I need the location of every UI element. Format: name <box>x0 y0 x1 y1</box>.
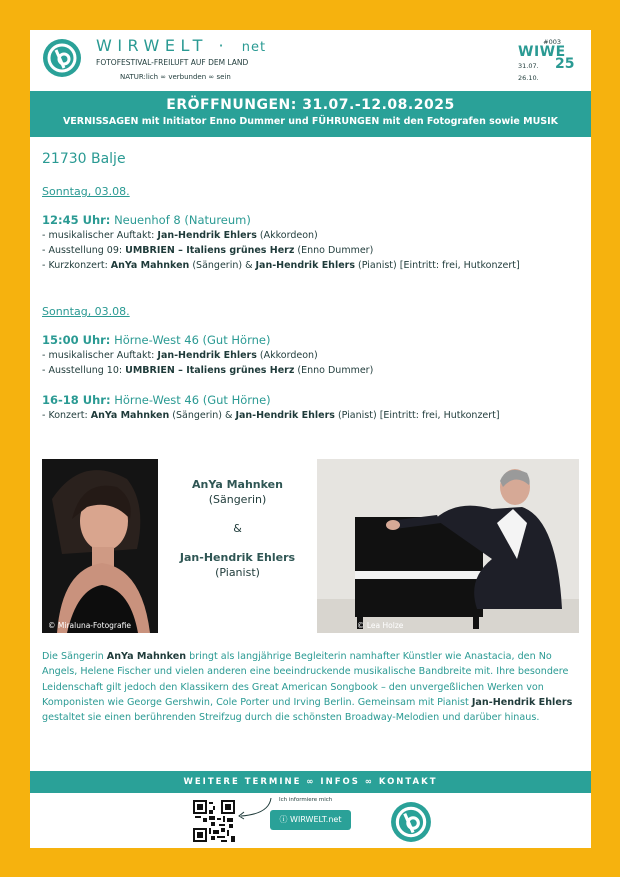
program-line: - musikalischer Auftakt: Jan-Hendrik Ehlers (Akkordeon) <box>42 230 318 241</box>
festival-badge <box>515 38 581 86</box>
singer-portrait-image <box>42 459 158 633</box>
time-slot-2 <box>42 333 270 347</box>
artist-role-1: (Sängerin) <box>208 493 267 506</box>
badge-end-date: 26.10. <box>518 74 539 82</box>
brand-net: net <box>241 40 267 55</box>
time-slot-1 <box>42 213 251 227</box>
artist-name-1: AnYa Mahnken <box>192 478 283 491</box>
slot-location: Hörne-West 46 (Gut Hörne) <box>114 333 271 347</box>
brand-subtitle: FOTOFESTIVAL-FREILUFT AUF DEM LAND <box>96 58 249 67</box>
program-line: - Konzert: AnYa Mahnken (Sängerin) & Jan-Hendrik Ehlers (Pianist) [Eintritt: frei, Hutkonzert] <box>42 410 500 421</box>
artist-name-2: Jan-Hendrik Ehlers <box>179 551 296 564</box>
photo-credit-2: © Lea Holze <box>357 621 404 630</box>
wirwelt-logo-icon <box>42 38 82 78</box>
brand-main: WIRWELT <box>96 36 208 55</box>
artist-names <box>158 477 317 580</box>
slot-time: 16-18 Uhr: <box>42 393 111 407</box>
brand-separator: · <box>218 36 230 55</box>
program-line: - musikalischer Auftakt: Jan-Hendrik Ehlers (Akkordeon) <box>42 350 318 361</box>
info-icon: ⓘ <box>279 815 288 824</box>
badge-number: #003 <box>543 38 561 46</box>
wirwelt-footer-logo-icon <box>390 801 432 843</box>
bio-name-1: AnYa Mahnken <box>106 651 187 662</box>
bio-name-2: Jan-Hendrik Ehlers <box>471 696 573 708</box>
time-slot-3 <box>42 393 271 407</box>
arrow-icon <box>235 796 275 822</box>
qr-code-icon[interactable] <box>193 800 235 842</box>
slot-location: Hörne-West 46 (Gut Hörne) <box>114 393 271 407</box>
program-line: - Ausstellung 10: UMBRIEN – Italiens grünes Herz (Enno Dummer) <box>42 365 374 376</box>
brand-name <box>96 36 266 55</box>
brand-tagline: NATUR:lich ∞ verbunden ∞ sein <box>120 73 231 81</box>
pianist-at-piano-image <box>317 459 579 633</box>
day-heading-1: Sonntag, 03.08. <box>42 185 130 198</box>
photo-credit-1: © Miraluna-Fotografie <box>48 621 131 630</box>
inform-caption: Ich informiere mich <box>279 797 333 803</box>
badge-wiwe: WIWE <box>518 44 566 60</box>
slot-location: Neuenhof 8 (Natureum) <box>114 213 251 227</box>
day-heading-2: Sonntag, 03.08. <box>42 305 130 318</box>
artist-role-2: (Pianist) <box>215 566 260 579</box>
place-heading: 21730 Balje <box>42 151 126 167</box>
ampersand: & <box>233 522 242 535</box>
singer-photo <box>42 459 158 633</box>
footer-bar: WEITERE TERMINE ∞ INFOS ∞ KONTAKT <box>30 771 591 793</box>
pianist-photo <box>317 459 579 633</box>
slot-time: 12:45 Uhr: <box>42 213 111 227</box>
banner-subtitle: VERNISSAGEN mit Initiator Enno Dummer und FÜHRUNGEN mit den Fotografen sowie MUSIK <box>62 116 559 127</box>
slot-time: 15:00 Uhr: <box>42 333 111 347</box>
program-line: - Kurzkonzert: AnYa Mahnken (Sängerin) & Jan-Hendrik Ehlers (Pianist) [Eintritt: frei, Hutkonzert] <box>42 260 520 271</box>
wirwelt-link-label: WIRWELT.net <box>290 815 342 824</box>
poster <box>30 30 591 848</box>
banner-title: ERÖFFNUNGEN: 31.07.-12.08.2025 <box>166 97 455 113</box>
badge-start-date: 31.07. <box>518 62 539 70</box>
artist-bio: Die Sängerin AnYa Mahnken bringt als langjährige Begleiterin namhafter Künstler wie Anastacia, den No Angels, Helene Fischer und vielen anderen eine beeindruckende musikalische Bandbreite mit. Ihre besondere Leidenschaft gilt jedoch den Klassikern des Great American Songbook – den unvergeßlichen Werken von Komponisten wie George Gershwin, Cole Porter und Irving Berlin. Gemeinsam mit Pianist Jan-Hendrik Ehlers gestaltet sie einen berührenden Streifzug durch die schönsten Broadway-Melodien und darüber hinaus. <box>42 651 573 724</box>
opening-banner <box>30 91 591 137</box>
badge-year: 25 <box>555 56 575 72</box>
program-line: - Ausstellung 09: UMBRIEN – Italiens grünes Herz (Enno Dummer) <box>42 245 374 256</box>
wirwelt-link-button[interactable] <box>270 810 351 830</box>
